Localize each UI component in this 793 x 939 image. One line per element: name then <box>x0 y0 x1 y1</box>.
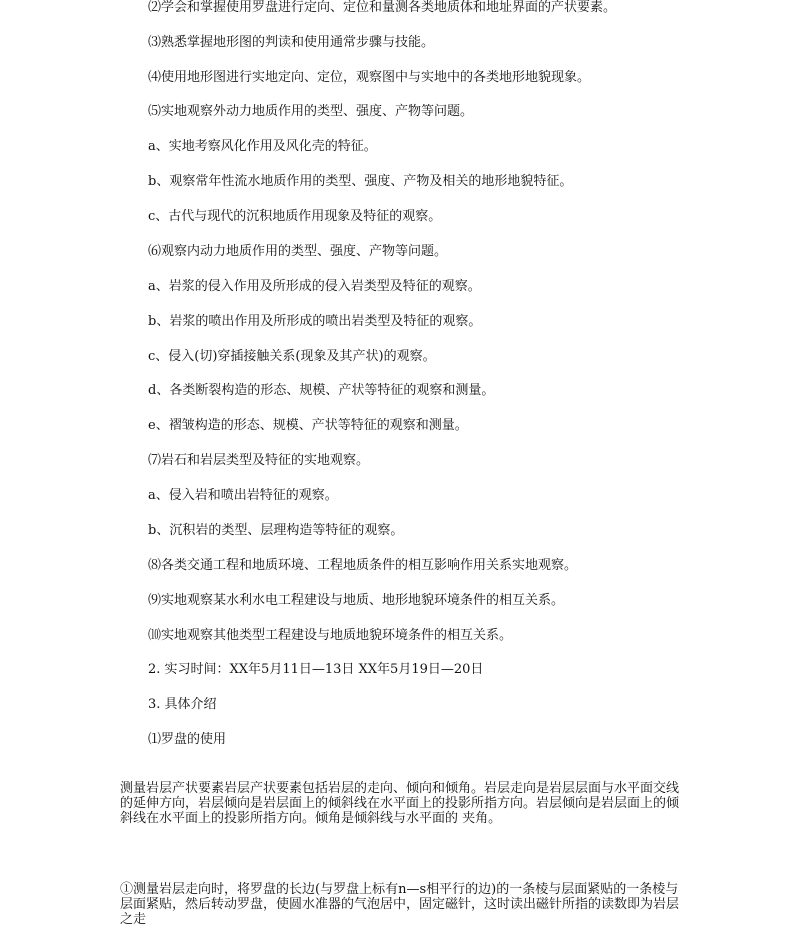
section-heading: 2. 实习时间：XX年5月11日—13日 XX年5月19日—20日 <box>148 662 484 677</box>
list-item: b、岩浆的喷出作用及所形成的喷出岩类型及特征的观察。 <box>148 314 482 329</box>
paragraph: 测量岩层产状要素岩层产状要素包括岩层的走向、倾向和倾角。岩层走向是岩层层面与水平面交线的延伸方向，岩层倾向是岩层面上的倾斜线在水平面上的投影所指方向。岩层倾向是岩层面上的倾斜线在水平面上的投影所指方向。倾角是倾斜线与水平面的 夹角。 <box>120 781 680 826</box>
section-heading: ⑴罗盘的使用 <box>148 732 227 747</box>
section-heading: 3. 具体介绍 <box>148 697 217 712</box>
list-item: ⑶熟悉掌握地形图的判读和使用通常步骤与技能。 <box>148 35 435 50</box>
list-item: d、各类断裂构造的形态、规模、产状等特征的观察和测量。 <box>148 383 495 398</box>
list-item: a、岩浆的侵入作用及所形成的侵入岩类型及特征的观察。 <box>148 279 481 294</box>
list-item: b、观察常年性流水地质作用的类型、强度、产物及相关的地形地貌特征。 <box>148 174 573 189</box>
list-item: e、褶皱构造的形态、规模、产状等特征的观察和测量。 <box>148 418 468 433</box>
list-item: ⑷使用地形图进行实地定向、定位，观察图中与实地中的各类地形地貌现象。 <box>148 70 591 85</box>
list-item: ⑸实地观察外动力地质作用的类型、强度、产物等问题。 <box>148 104 474 119</box>
list-item: ⑻各类交通工程和地质环境、工程地质条件的相互影响作用关系实地观察。 <box>148 558 578 573</box>
list-item: c、古代与现代的沉积地质作用现象及特征的观察。 <box>148 209 442 224</box>
list-item: a、实地考察风化作用及风化壳的特征。 <box>148 139 377 154</box>
list-item: ⑼实地观察某水利水电工程建设与地质、地形地貌环境条件的相互关系。 <box>148 593 565 608</box>
list-item: a、侵入岩和喷出岩特征的观察。 <box>148 488 338 503</box>
list-item: c、侵入(切)穿插接触关系(现象及其产状)的观察。 <box>148 349 436 364</box>
list-item: b、沉积岩的类型、层理构造等特征的观察。 <box>148 523 404 538</box>
paragraph: ①测量岩层走向时，将罗盘的长边(与罗盘上标有n—s相平行的边)的一条棱与层面紧贴的一条棱与层面紧贴，然后转动罗盘，使圆水准器的气泡居中，固定磁针，这时读出磁针所指的读数即为岩层之走 <box>120 882 680 927</box>
list-item: ⑽实地观察其他类型工程建设与地质地貌环境条件的相互关系。 <box>148 628 513 643</box>
list-item: ⑵学会和掌握使用罗盘进行定向、定位和量测各类地质体和地址界面的产状要素。 <box>148 0 617 15</box>
list-item: ⑺岩石和岩层类型及特征的实地观察。 <box>148 453 370 468</box>
list-item: ⑹观察内动力地质作用的类型、强度、产物等问题。 <box>148 244 448 259</box>
